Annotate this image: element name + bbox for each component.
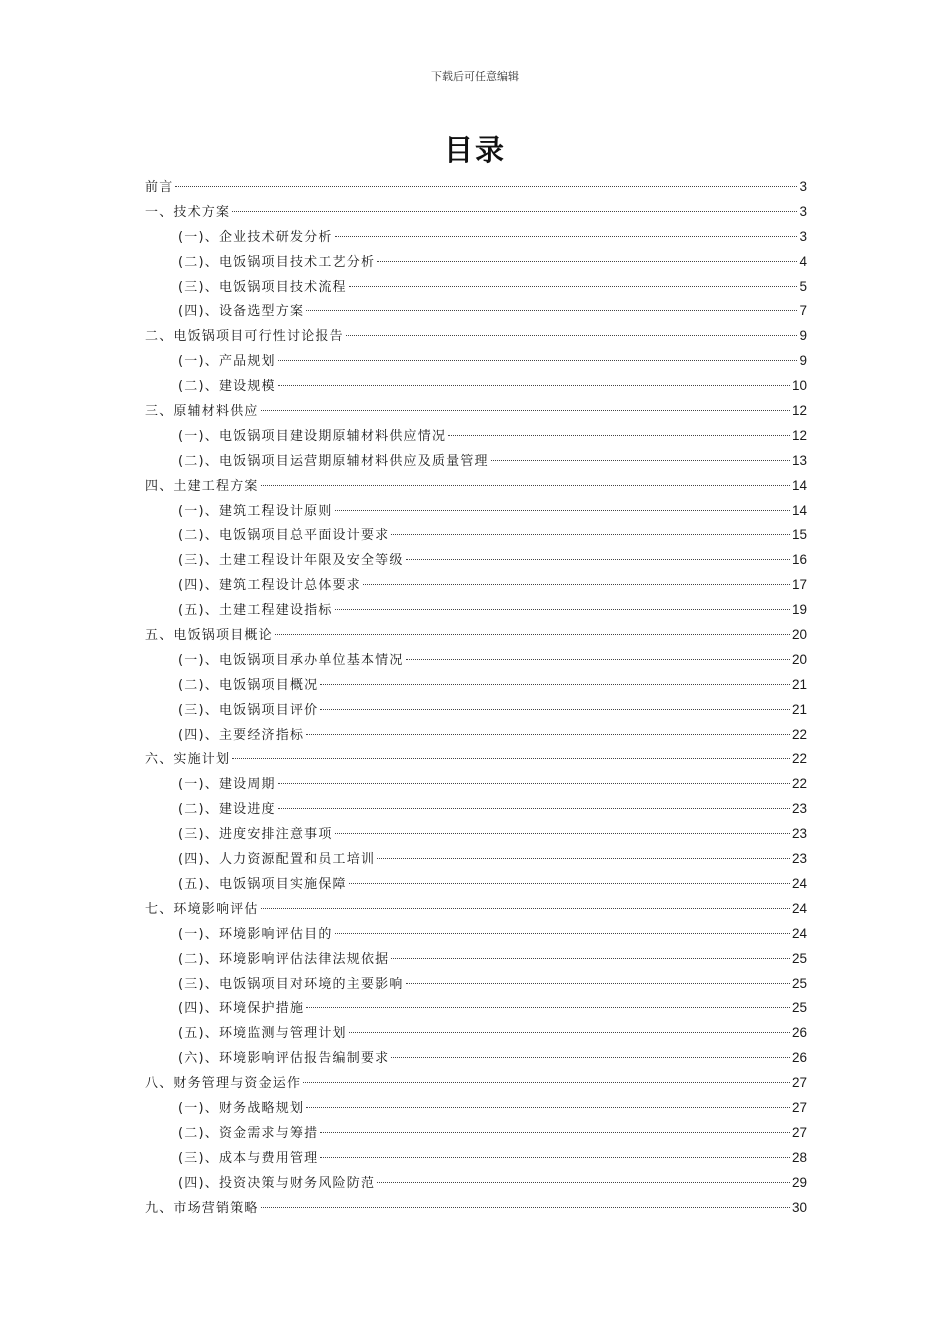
toc-dot-leader <box>306 310 797 311</box>
toc-entry-label: 五、电饭锅项目概论 <box>145 628 273 644</box>
toc-page-number: 27 <box>791 1124 807 1140</box>
toc-page-number: 24 <box>791 900 807 916</box>
toc-entry-label: (四)、设备选型方案 <box>178 304 305 320</box>
toc-page-number: 25 <box>791 950 807 966</box>
toc-page-number: 16 <box>791 552 807 568</box>
toc-entry-label: (一)、电饭锅项目建设期原辅材料供应情况 <box>178 428 447 444</box>
toc-section-entry[interactable] <box>145 499 807 524</box>
toc-entry-label: 六、实施计划 <box>145 752 231 768</box>
toc-dot-leader <box>377 261 797 262</box>
toc-section-entry[interactable] <box>145 1021 807 1046</box>
toc-page-number: 20 <box>791 651 807 667</box>
toc-section-entry[interactable] <box>145 1171 807 1196</box>
toc-section-entry[interactable] <box>145 947 807 972</box>
toc-entry-label: (三)、进度安排注意事项 <box>178 827 333 843</box>
toc-dot-leader <box>306 734 790 735</box>
toc-entry-label: (一)、环境影响评估目的 <box>178 926 333 942</box>
toc-section-entry[interactable] <box>145 996 807 1021</box>
toc-dot-leader <box>377 858 790 859</box>
toc-entry-label: 九、市场营销策略 <box>145 1200 259 1216</box>
toc-entry-label: 一、技术方案 <box>145 204 231 220</box>
toc-page-number: 3 <box>799 203 807 219</box>
toc-dot-leader <box>335 236 798 237</box>
toc-entry-label: (二)、环境影响评估法律法规依据 <box>178 951 390 967</box>
toc-entry-label: (四)、主要经济指标 <box>178 727 305 743</box>
toc-dot-leader <box>275 634 790 635</box>
toc-entry-label: (三)、电饭锅项目评价 <box>178 702 319 718</box>
toc-dot-leader <box>261 1207 790 1208</box>
toc-page-number: 30 <box>791 1199 807 1215</box>
toc-page-number: 3 <box>799 228 807 244</box>
toc-dot-leader <box>346 335 798 336</box>
toc-page-number: 22 <box>791 751 807 767</box>
toc-entry-label: 四、土建工程方案 <box>145 478 259 494</box>
toc-section-entry[interactable] <box>145 275 807 300</box>
toc-dot-leader <box>261 908 790 909</box>
toc-entry-label: 三、原辅材料供应 <box>145 404 259 420</box>
toc-page-number: 13 <box>791 452 807 468</box>
toc-entry-label: 二、电饭锅项目可行性讨论报告 <box>145 329 344 345</box>
toc-entry-label: (三)、电饭锅项目对环境的主要影响 <box>178 976 404 992</box>
toc-entry-label: (一)、企业技术研发分析 <box>178 229 333 245</box>
toc-page-number: 21 <box>791 676 807 692</box>
toc-chapter-entry[interactable] <box>145 747 807 772</box>
toc-page-number: 26 <box>791 1050 807 1066</box>
toc-entry-label: (二)、建设规模 <box>178 379 276 395</box>
toc-dot-leader <box>335 833 790 834</box>
toc-chapter-entry[interactable] <box>145 897 807 922</box>
toc-entry-label: (四)、建筑工程设计总体要求 <box>178 578 361 594</box>
toc-page-number: 22 <box>791 776 807 792</box>
toc-page-number: 4 <box>799 253 807 269</box>
toc-section-entry[interactable] <box>145 673 807 698</box>
toc-dot-leader <box>320 1157 790 1158</box>
toc-dot-leader <box>278 360 798 361</box>
toc-page-number: 5 <box>799 278 807 294</box>
toc-page-number: 23 <box>791 801 807 817</box>
toc-section-entry[interactable] <box>145 1146 807 1171</box>
toc-section-entry[interactable] <box>145 573 807 598</box>
toc-chapter-entry[interactable] <box>145 623 807 648</box>
toc-section-entry[interactable] <box>145 374 807 399</box>
toc-dot-leader <box>320 1132 790 1133</box>
toc-page-number: 14 <box>791 477 807 493</box>
toc-section-entry[interactable] <box>145 822 807 847</box>
toc-entry-label: (二)、电饭锅项目概况 <box>178 677 319 693</box>
toc-entry-label: (四)、环境保护措施 <box>178 1001 305 1017</box>
toc-section-entry[interactable] <box>145 972 807 997</box>
toc-dot-leader <box>306 1107 790 1108</box>
toc-section-entry[interactable] <box>145 1121 807 1146</box>
toc-section-entry[interactable] <box>145 723 807 748</box>
toc-dot-leader <box>232 211 797 212</box>
toc-dot-leader <box>406 559 790 560</box>
toc-dot-leader <box>278 783 790 784</box>
toc-page-number: 21 <box>791 701 807 717</box>
toc-chapter-entry[interactable] <box>145 1196 807 1221</box>
toc-entry-label: (二)、电饭锅项目技术工艺分析 <box>178 254 376 270</box>
toc-dot-leader <box>278 385 790 386</box>
toc-section-entry[interactable] <box>145 1046 807 1071</box>
toc-section-entry[interactable] <box>145 449 807 474</box>
toc-dot-leader <box>278 808 790 809</box>
toc-section-entry[interactable] <box>145 648 807 673</box>
page-title: 目录 <box>443 133 506 167</box>
toc-dot-leader <box>391 958 790 959</box>
toc-dot-leader <box>306 1007 790 1008</box>
toc-section-entry[interactable] <box>145 922 807 947</box>
toc-entry-label: (五)、土建工程建设指标 <box>178 603 333 619</box>
toc-chapter-entry[interactable] <box>145 324 807 349</box>
toc-dot-leader <box>335 933 790 934</box>
toc-entry-label: 八、财务管理与资金运作 <box>145 1076 302 1092</box>
toc-dot-leader <box>406 659 790 660</box>
toc-dot-leader <box>391 534 790 535</box>
toc-dot-leader <box>232 758 790 759</box>
toc-page-number: 12 <box>791 427 807 443</box>
toc-page-number: 9 <box>799 353 807 369</box>
toc-section-entry[interactable] <box>145 523 807 548</box>
toc-page-number: 25 <box>791 1000 807 1016</box>
toc-page-number: 20 <box>791 627 807 643</box>
toc-page-number: 10 <box>791 378 807 394</box>
toc-dot-leader <box>391 1057 790 1058</box>
toc-dot-leader <box>303 1082 790 1083</box>
toc-chapter-entry[interactable] <box>145 175 807 200</box>
toc-section-entry[interactable] <box>145 349 807 374</box>
toc-chapter-entry[interactable] <box>145 474 807 499</box>
toc-dot-leader <box>261 485 790 486</box>
toc-entry-label: (六)、环境影响评估报告编制要求 <box>178 1051 390 1067</box>
toc-dot-leader <box>377 1182 790 1183</box>
toc-entry-label: (四)、投资决策与财务风险防范 <box>178 1175 376 1191</box>
toc-page-number: 3 <box>799 179 807 194</box>
toc-entry-label: (五)、环境监测与管理计划 <box>178 1026 347 1042</box>
toc-page-number: 25 <box>791 975 807 991</box>
toc-section-entry[interactable] <box>145 299 807 324</box>
toc-entry-label: (一)、产品规划 <box>178 354 276 370</box>
toc-page-number: 15 <box>791 527 807 543</box>
toc-entry-label: (一)、电饭锅项目承办单位基本情况 <box>178 652 404 668</box>
toc-dot-leader <box>406 983 790 984</box>
toc-page-number: 26 <box>791 1025 807 1041</box>
toc-entry-label: (三)、土建工程设计年限及安全等级 <box>178 553 404 569</box>
toc-section-entry[interactable] <box>145 698 807 723</box>
toc-chapter-entry[interactable] <box>145 200 807 225</box>
toc-section-entry[interactable] <box>145 847 807 872</box>
toc-page-number: 27 <box>791 1099 807 1115</box>
toc-dot-leader <box>320 709 790 710</box>
toc-chapter-entry[interactable] <box>145 1071 807 1096</box>
toc-dot-leader <box>175 186 797 187</box>
toc-chapter-entry[interactable] <box>145 399 807 424</box>
toc-entry-label: (二)、建设进度 <box>178 802 276 818</box>
toc-dot-leader <box>349 1032 790 1033</box>
toc-dot-leader <box>335 609 790 610</box>
toc-section-entry[interactable] <box>145 1096 807 1121</box>
toc-page-number: 14 <box>791 502 807 518</box>
toc-dot-leader <box>363 584 790 585</box>
table-of-contents <box>145 175 807 1220</box>
toc-page-number: 28 <box>791 1149 807 1165</box>
toc-dot-leader <box>491 460 790 461</box>
toc-page-number: 7 <box>799 303 807 319</box>
toc-dot-leader <box>261 410 790 411</box>
toc-page-number: 23 <box>791 851 807 867</box>
toc-dot-leader <box>349 286 798 287</box>
toc-dot-leader <box>335 510 790 511</box>
toc-page-number: 12 <box>791 403 807 419</box>
toc-entry-label: (一)、建筑工程设计原则 <box>178 503 333 519</box>
toc-page-number: 17 <box>791 577 807 593</box>
toc-entry-label: (一)、建设周期 <box>178 777 276 793</box>
header-note: 下载后可任意编辑 <box>431 70 519 83</box>
toc-entry-label: (二)、电饭锅项目总平面设计要求 <box>178 528 390 544</box>
toc-page-number: 9 <box>799 328 807 344</box>
toc-page-number: 22 <box>791 726 807 742</box>
toc-entry-label: (二)、电饭锅项目运营期原辅材料供应及质量管理 <box>178 453 489 469</box>
toc-page-number: 27 <box>791 1075 807 1091</box>
toc-entry-label: (四)、人力资源配置和员工培训 <box>178 852 376 868</box>
toc-section-entry[interactable] <box>145 250 807 275</box>
toc-section-entry[interactable] <box>145 424 807 449</box>
toc-entry-label: (三)、成本与费用管理 <box>178 1150 319 1166</box>
toc-page-number: 24 <box>791 925 807 941</box>
toc-section-entry[interactable] <box>145 872 807 897</box>
toc-dot-leader <box>448 435 790 436</box>
toc-section-entry[interactable] <box>145 772 807 797</box>
toc-section-entry[interactable] <box>145 797 807 822</box>
toc-page-number: 19 <box>791 602 807 618</box>
toc-entry-label: (二)、资金需求与筹措 <box>178 1125 319 1141</box>
toc-dot-leader <box>320 684 790 685</box>
toc-entry-label: (一)、财务战略规划 <box>178 1100 305 1116</box>
toc-entry-label: 七、环境影响评估 <box>145 901 259 917</box>
toc-entry-label: (三)、电饭锅项目技术流程 <box>178 279 347 295</box>
toc-page-number: 23 <box>791 826 807 842</box>
toc-page-number: 29 <box>791 1174 807 1190</box>
toc-section-entry[interactable] <box>145 225 807 250</box>
toc-section-entry[interactable] <box>145 548 807 573</box>
toc-dot-leader <box>349 883 790 884</box>
toc-section-entry[interactable] <box>145 598 807 623</box>
toc-entry-label: 前言 <box>145 180 174 195</box>
toc-entry-label: (五)、电饭锅项目实施保障 <box>178 876 347 892</box>
toc-page-number: 24 <box>791 875 807 891</box>
